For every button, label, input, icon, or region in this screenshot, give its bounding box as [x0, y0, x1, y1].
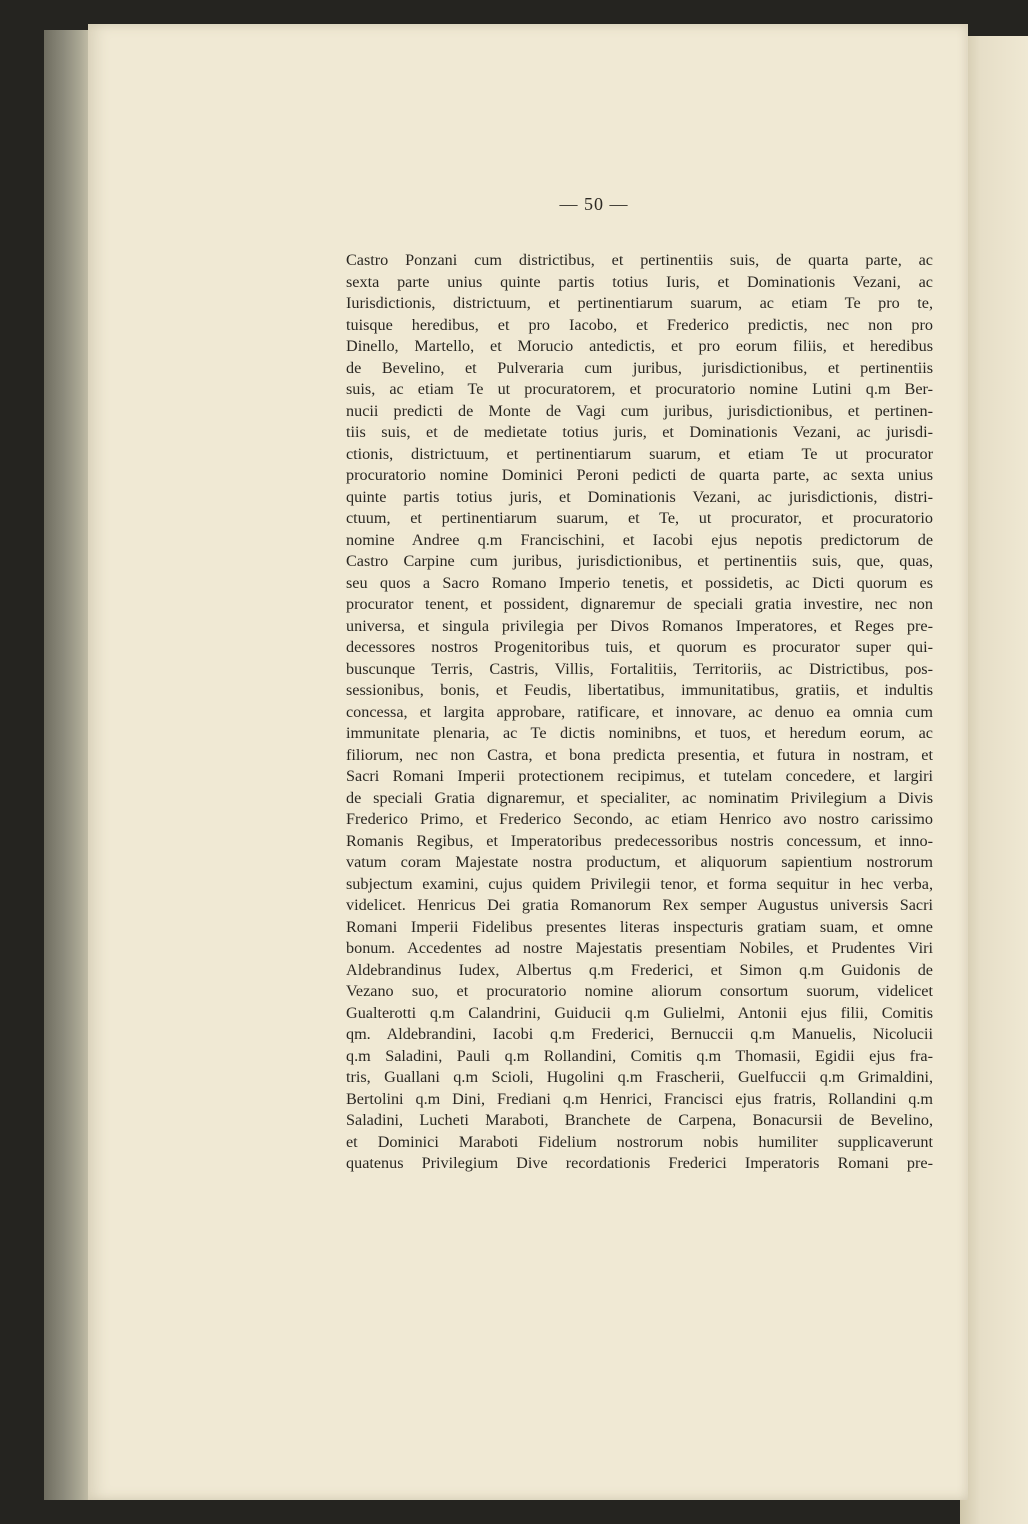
- text-line: suis, ac etiam Te ut procuratorem, et procuratorio nomine Lutini q.m Ber-: [346, 380, 933, 398]
- text-line: vatum coram Majestate nostra productum, et aliquorum sapientium nostrorum: [346, 853, 933, 871]
- text-line: buscunque Terris, Castris, Villis, Fortalitiis, Territoriis, ac Districtibus, pos-: [346, 659, 933, 678]
- text-line: quinte partis totius juris, et Dominationis Vezani, ac jurisdictionis, distri-: [346, 487, 933, 506]
- text-line: videlicet. Henricus Dei gratia Romanorum Rex semper Augustus universis Sacri: [346, 896, 933, 914]
- text-line: universa, et singula privilegia per Divos Romanos Imperatores, et Reges pre-: [346, 616, 933, 635]
- page-number: — 50 —: [559, 194, 629, 214]
- text-line: procuratorio nomine Dominici Peroni pedicti de quarta parte, ac sexta unius: [346, 466, 933, 484]
- text-line: Frederico Primo, et Frederico Secondo, ac etiam Henrico avo nostro carissimo: [346, 810, 933, 828]
- text-line: Romani Imperii Fidelibus presentes literas inspecturis gratiam suam, et omne: [346, 917, 933, 936]
- text-line: Sacri Romani Imperii protectionem recipimus, et tutelam concedere, et largiri: [346, 767, 933, 785]
- text-line: Gualterotti q.m Calandrini, Guiducii q.m Gulielmi, Antonii ejus filii, Comitis: [346, 1003, 933, 1022]
- text-line: quatenus Privilegium Dive recordationis Frederici Imperatoris Romani pre-: [346, 1154, 933, 1172]
- text-line: Iurisdictionis, districtuum, et pertinentiarum suarum, ac etiam Te pro te,: [346, 294, 933, 312]
- text-line: ctuum, et pertinentiarum suarum, et Te, ut procurator, et procuratorio: [346, 509, 933, 527]
- text-line: qm. Aldebrandini, Iacobi q.m Frederici, Bernuccii q.m Manuelis, Nicolucii: [346, 1025, 933, 1043]
- text-line: sessionibus, bonis, et Feudis, libertatibus, immunitatibus, gratiis, et indultis: [346, 681, 933, 699]
- text-line: Saladini, Lucheti Maraboti, Branchete de Carpena, Bonacursii de Bevelino,: [346, 1111, 933, 1129]
- text-line: sexta parte unius quinte partis totius Iuris, et Dominationis Vezani, ac: [346, 272, 933, 291]
- text-line: Dinello, Martello, et Morucio antedictis, et pro eorum filiis, et heredibus: [346, 337, 933, 355]
- text-line: tiis suis, et de medietate totius juris, et Dominationis Vezani, ac jurisdi-: [346, 423, 933, 441]
- page-body-text: [346, 250, 933, 1175]
- text-line: bonum. Accedentes ad nostre Majestatis presentiam Nobiles, et Prudentes Viri: [346, 939, 933, 957]
- adjacent-page-edge: [960, 36, 1028, 1524]
- text-line: de Bevelino, et Pulveraria cum juribus, jurisdictionibus, et pertinentiis: [346, 358, 933, 377]
- text-line: filiorum, nec non Castra, et bona predicta presentia, et futura in nostram, et: [346, 745, 933, 764]
- book-binding-edge: [44, 30, 94, 1500]
- text-line: Castro Ponzani cum districtibus, et pertinentiis suis, de quarta parte, ac: [346, 251, 933, 269]
- text-line: et Dominici Maraboti Fidelium nostrorum nobis humiliter supplicaverunt: [346, 1132, 933, 1151]
- text-line: Castro Carpine cum juribus, jurisdictionibus, et pertinentiis suis, que, quas,: [346, 552, 933, 570]
- text-line: tris, Guallani q.m Scioli, Hugolini q.m Frascherii, Guelfuccii q.m Grimaldini,: [346, 1068, 933, 1086]
- text-line: immunitate plenaria, ac Te dictis nominibns, et tuos, et heredum eorum, ac: [346, 724, 933, 742]
- text-line: nucii predicti de Monte de Vagi cum juribus, jurisdictionibus, et pertinen-: [346, 401, 933, 420]
- text-line: q.m Saladini, Pauli q.m Rollandini, Comitis q.m Thomasii, Egidii ejus fra-: [346, 1046, 933, 1065]
- text-line: ctionis, districtuum, et pertinentiarum suarum, et etiam Te ut procurator: [346, 444, 933, 463]
- text-line: Vezano suo, et procuratorio nomine aliorum consortum suorum, videlicet: [346, 982, 933, 1000]
- text-line: procurator tenent, et possident, dignaremur de speciali gratia investire, nec non: [346, 595, 933, 613]
- text-line: de speciali Gratia dignaremur, et specialiter, ac nominatim Privilegium a Divis: [346, 788, 933, 807]
- text-line: seu quos a Sacro Romano Imperio tenetis, et possidetis, ac Dicti quorum es: [346, 573, 933, 592]
- text-line: concessa, et largita approbare, ratificare, et innovare, ac denuo ea omnia cum: [346, 702, 933, 721]
- text-line: Bertolini q.m Dini, Frediani q.m Henrici, Francisci ejus fratris, Rollandini q.m: [346, 1089, 933, 1108]
- text-line: tuisque heredibus, et pro Iacobo, et Frederico predictis, nec non pro: [346, 315, 933, 334]
- text-line: subjectum examini, cujus quidem Privilegii tenor, et forma sequitur in hec verba,: [346, 874, 933, 893]
- text-line: Romanis Regibus, et Imperatoribus predecessoribus nostris concessum, et inno-: [346, 831, 933, 850]
- text-line: decessores nostros Progenitoribus tuis, et quorum es procurator super qui-: [346, 638, 933, 656]
- text-line: Aldebrandinus Iudex, Albertus q.m Frederici, et Simon q.m Guidonis de: [346, 960, 933, 979]
- text-line: nomine Andree q.m Francischini, et Iacobi ejus nepotis predictorum de: [346, 530, 933, 549]
